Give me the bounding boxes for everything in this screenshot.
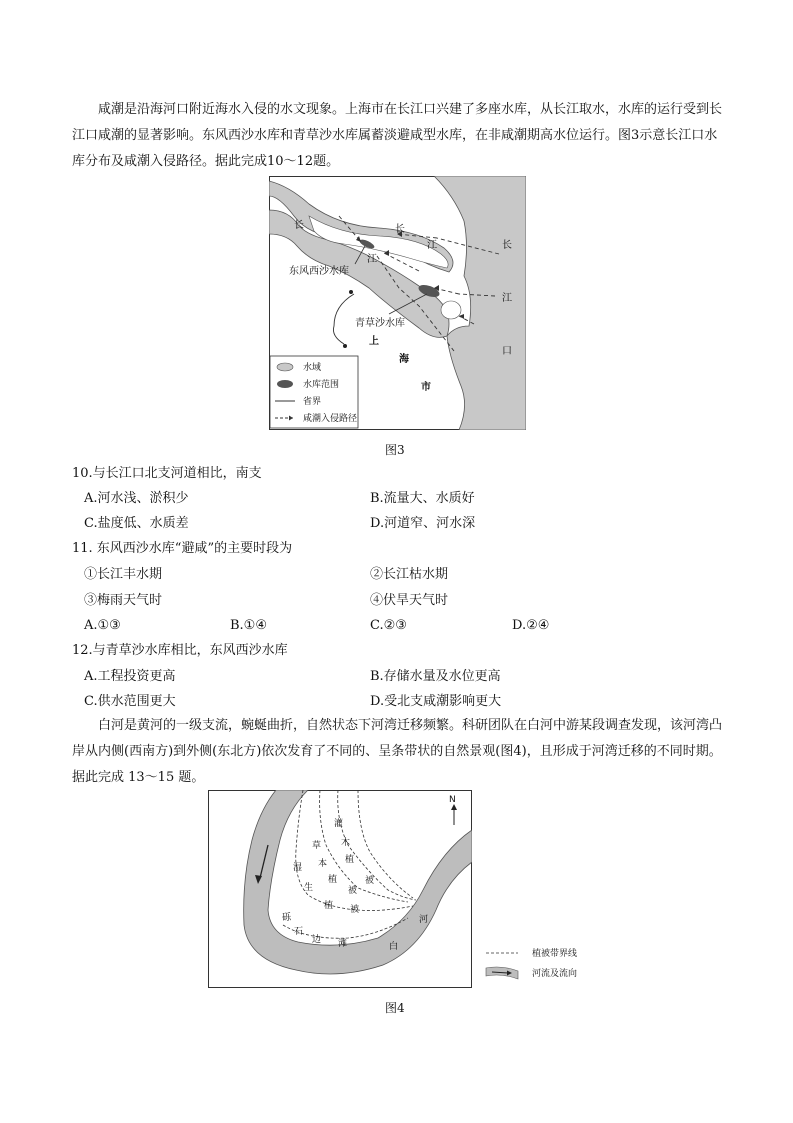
q10-option-b: B.流量大、水质好	[370, 491, 475, 506]
label-bei-1: 被	[365, 876, 375, 886]
label-bai: 白	[389, 942, 399, 952]
q12-stem: 12.与青草沙水库相比，东风西沙水库	[72, 643, 288, 658]
legend-river-flow: 河流及流向	[532, 969, 578, 979]
label-guan: 灌	[334, 819, 344, 829]
label-shi: 湿	[293, 863, 303, 873]
label-mu: 木	[341, 838, 351, 848]
q10-option-a: A.河水浅、淤积少	[84, 491, 189, 506]
label-jiang-2: 江	[367, 254, 377, 265]
legend-reservoir: 水库范围	[303, 380, 340, 390]
label-he: 河	[419, 915, 429, 925]
label-sheng: 生	[304, 883, 314, 893]
label-bian: 边	[312, 935, 322, 945]
label-jiang-1: 江	[427, 240, 437, 251]
north-label: N	[449, 795, 456, 805]
legend-intrusion-path: 咸潮入侵路径	[303, 414, 358, 424]
q12-option-a: A.工程投资更高	[84, 669, 176, 684]
q10-option-d: D.河道窄、河水深	[370, 516, 476, 531]
label-qingcao: 青草沙水库	[355, 318, 405, 329]
label-shi-2: 石	[294, 927, 304, 937]
q12-option-d: D.受北支咸潮影响更大	[370, 694, 502, 709]
label-hai: 海	[399, 354, 409, 365]
label-bei-3: 被	[350, 905, 360, 915]
boundary-dot	[349, 290, 353, 294]
q10-option-c: C.盐度低、水质差	[84, 516, 189, 531]
q11-item-4: ④伏旱天气时	[370, 593, 449, 608]
label-zhi-2: 植	[328, 875, 338, 885]
label-shi: 市	[421, 382, 431, 393]
figure-3-caption: 图3	[385, 443, 405, 457]
label-li: 砾	[282, 913, 292, 923]
label-cjk-2: 江	[502, 293, 512, 304]
label-cjk-3: 口	[502, 346, 512, 357]
label-zhi-1: 植	[345, 855, 355, 865]
q11-option-c: C.②③	[370, 618, 407, 633]
label-chang-2: 长	[395, 224, 405, 235]
q12-option-b: B.存储水量及水位更高	[370, 669, 501, 684]
intro-paragraph-2: 白河是黄河的一级支流，蜿蜒曲折，自然状态下河湾迁移频繁。科研团队在白河中游某段调查发现，该河湾凸岸从内侧(西南方)到外侧(东北方)依次发育了不同的、呈条带状的自然景观(图4)，且形成于河湾迁移的不同时期。据此完成 13～15 题。	[72, 718, 723, 785]
figure-4-legend	[484, 945, 604, 985]
legend-province-border: 省界	[303, 397, 322, 407]
q10-stem: 10.与长江口北支河道相比，南支	[72, 466, 262, 481]
q11-item-3: ③梅雨天气时	[84, 593, 163, 608]
q11-item-2: ②长江枯水期	[370, 567, 449, 582]
legend-water: 水域	[303, 363, 322, 373]
figure-4-caption: 图4	[385, 1001, 405, 1015]
boundary-dot	[343, 344, 347, 348]
label-zhi-3: 植	[324, 901, 334, 911]
figure-4-map	[208, 790, 472, 988]
label-tan: 滩	[338, 939, 348, 949]
label-shang: 上	[369, 336, 379, 347]
q11-option-d: D.②④	[512, 618, 550, 633]
q11-option-b: B.①④	[230, 618, 267, 633]
small-island	[441, 301, 461, 319]
q11-item-1: ①长江丰水期	[84, 567, 163, 582]
q11-stem: 11. 东风西沙水库“避咸”的主要时段为	[72, 541, 293, 556]
label-cao: 草	[312, 841, 322, 851]
label-ben: 本	[318, 859, 328, 869]
q11-option-a: A.①③	[84, 618, 121, 633]
map1-legend	[270, 356, 358, 428]
intro-paragraph-1: 咸潮是沿海河口附近海水入侵的水文现象。上海市在长江口兴建了多座水库，从长江取水，水库的运行受到长江口咸潮的显著影响。东风西沙水库和青草沙水库属蓄淡避咸型水库，在非咸潮期高水位运行。图3示意长江口水库分布及咸潮入侵路径。据此完成10～12题。	[72, 102, 723, 169]
label-dongfeng: 东风西沙水库	[289, 266, 349, 277]
q12-option-c: C.供水范围更大	[84, 694, 176, 709]
label-chang-1: 长	[294, 220, 304, 231]
label-cjk-1: 长	[502, 240, 512, 251]
figure-3-map	[269, 176, 526, 430]
label-bei-2: 被	[348, 886, 358, 896]
legend-vegetation-boundary: 植被带界线	[532, 949, 578, 959]
